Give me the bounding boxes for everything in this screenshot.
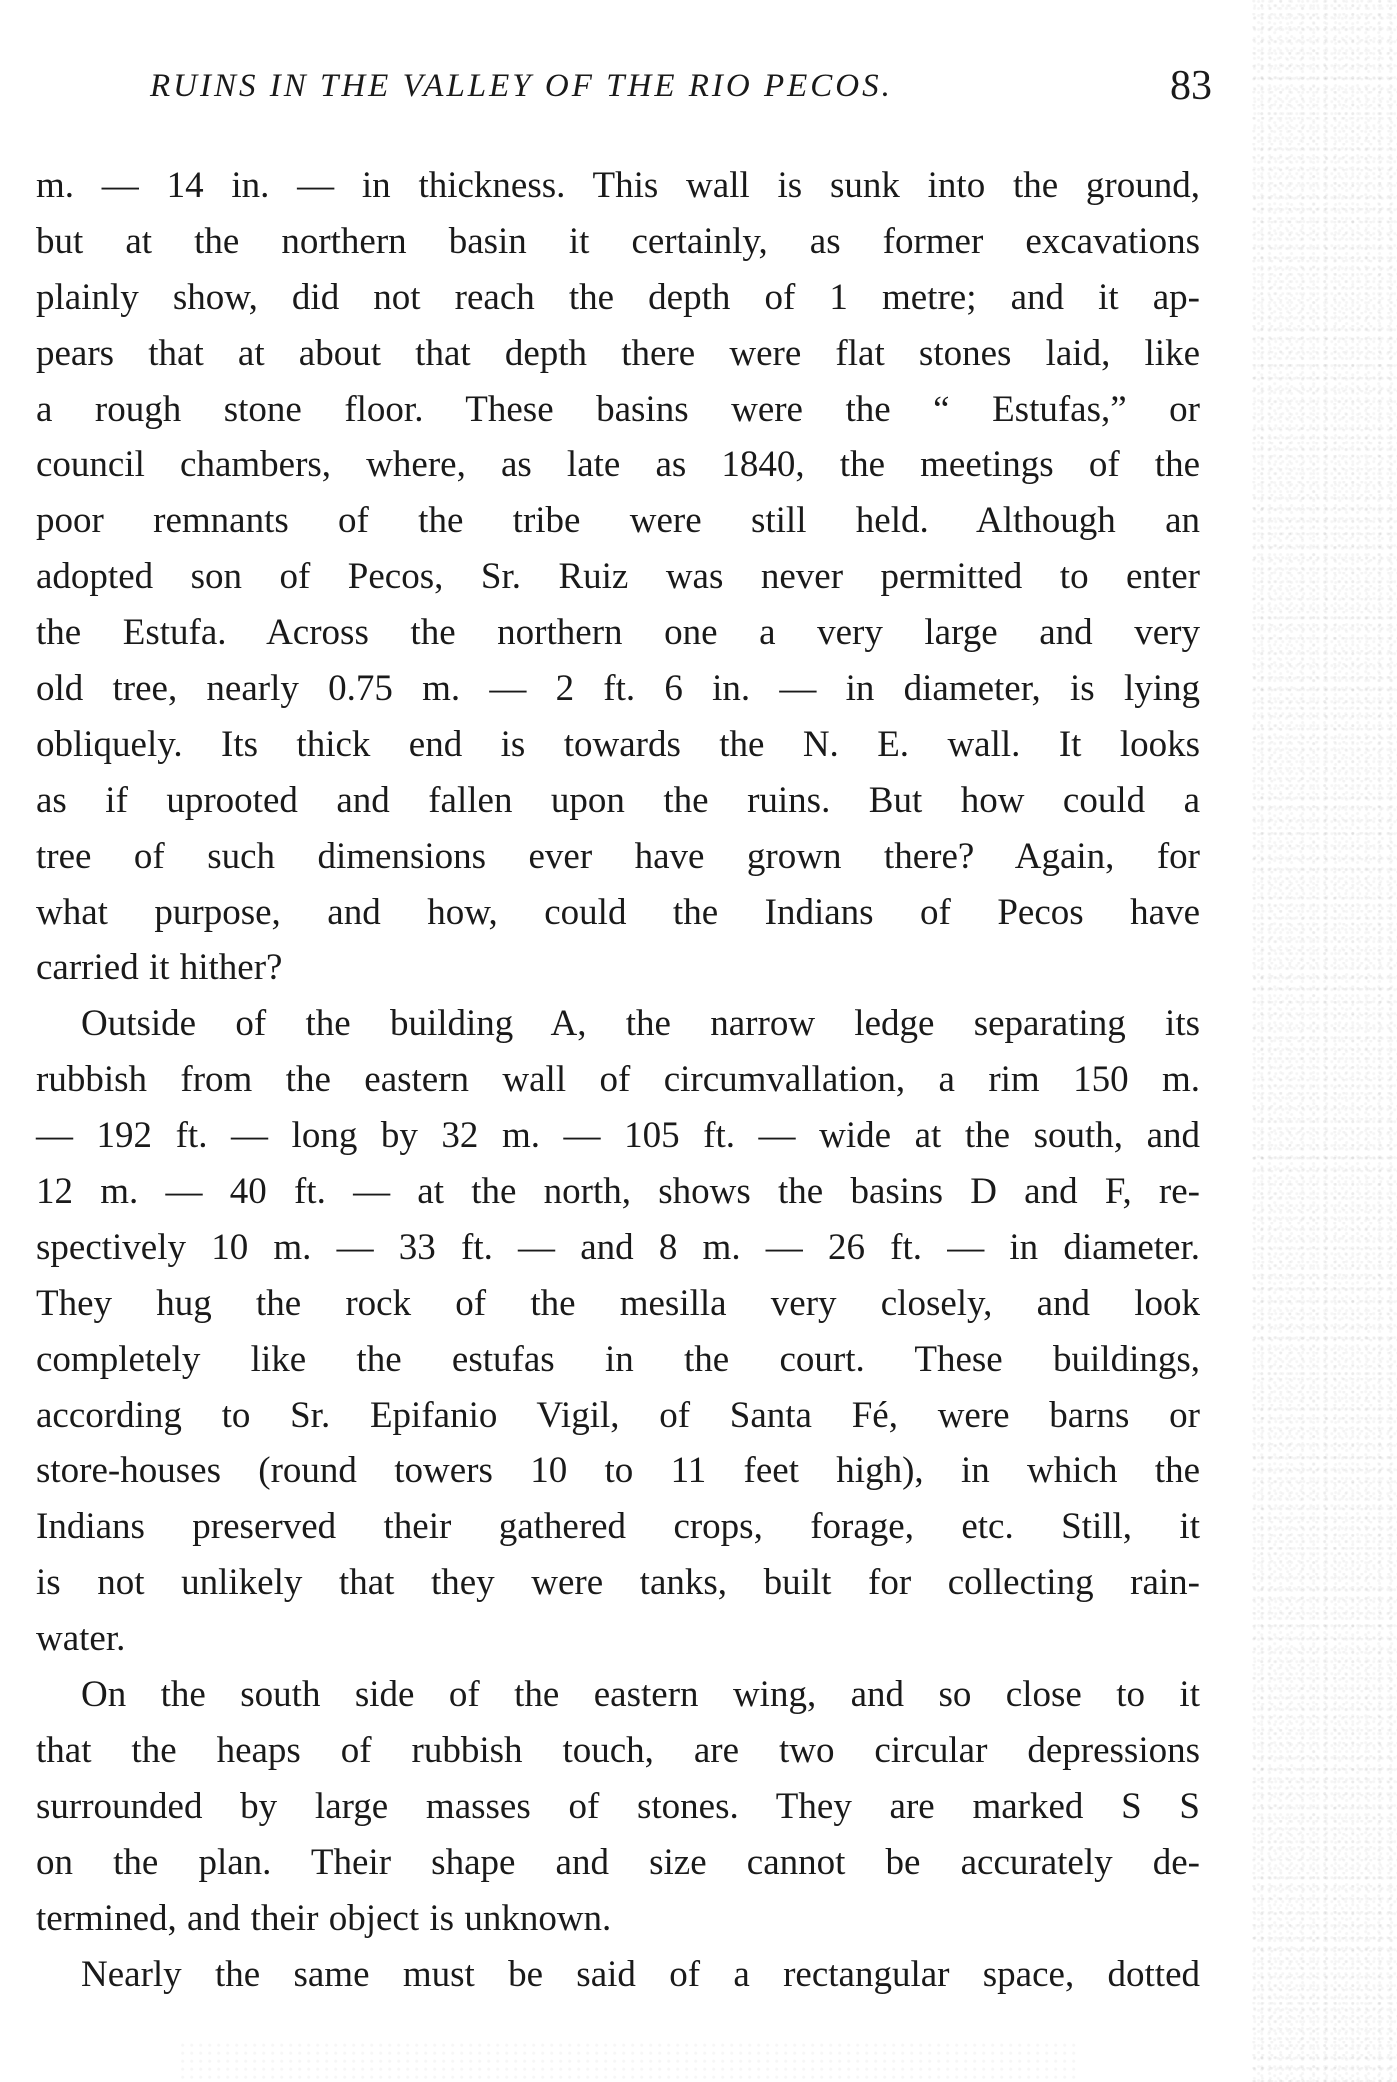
text-line: is not unlikely that they were tanks, built for collecting rain- (36, 1562, 1200, 1604)
page-number: 83 (1170, 63, 1212, 109)
text-line: council chambers, where, as late as 1840, the meetings of the (36, 444, 1200, 486)
text-line: — 192 ft. — long by 32 m. — 105 ft. — wide at the south, and (36, 1115, 1200, 1157)
text-line: poor remnants of the tribe were still held. Although an (36, 500, 1200, 542)
text-line: store-houses (round towers 10 to 11 feet high), in which the (36, 1450, 1200, 1492)
text-line: old tree, nearly 0.75 m. — 2 ft. 6 in. — in diameter, is lying (36, 668, 1200, 710)
body-text (36, 158, 1200, 2002)
text-line: what purpose, and how, could the Indians of Pecos have (36, 891, 1200, 933)
text-line: surrounded by large masses of stones. They are marked S S (36, 1785, 1200, 1827)
paragraph (36, 1947, 1200, 2003)
text-line: plainly show, did not reach the depth of 1 metre; and it ap- (36, 276, 1200, 318)
text-line: carried it hither? (36, 947, 283, 989)
text-line: spectively 10 m. — 33 ft. — and 8 m. — 26 ft. — in diameter. (36, 1226, 1200, 1268)
text-line: water. (36, 1618, 126, 1660)
paragraph (36, 1667, 1200, 1946)
paragraph (36, 996, 1200, 1667)
text-line: completely like the estufas in the court. These buildings, (36, 1338, 1200, 1380)
page-edge-texture (1252, 0, 1397, 2082)
page-bottom-texture (180, 2042, 1080, 2082)
text-line: rubbish from the eastern wall of circumvallation, a rim 150 m. (36, 1059, 1200, 1101)
page-header (150, 62, 1212, 122)
text-line: the Estufa. Across the northern one a very large and very (36, 612, 1200, 654)
text-line: pears that at about that depth there were flat stones laid, like (36, 332, 1200, 374)
running-title: RUINS IN THE VALLEY OF THE RIO PECOS. (150, 68, 893, 104)
text-line: but at the northern basin it certainly, as former excavations (36, 220, 1200, 262)
text-line: termined, and their object is unknown. (36, 1897, 612, 1939)
text-line: On the south side of the eastern wing, and so close to it (81, 1674, 1200, 1716)
text-line: 12 m. — 40 ft. — at the north, shows the basins D and F, re- (36, 1171, 1200, 1213)
text-line: obliquely. Its thick end is towards the N. E. wall. It looks (36, 723, 1200, 765)
text-line: Nearly the same must be said of a rectangular space, dotted (81, 1953, 1200, 1995)
text-line: that the heaps of rubbish touch, are two circular depressions (36, 1729, 1200, 1771)
text-line: on the plan. Their shape and size cannot be accurately de- (36, 1841, 1200, 1883)
text-line: adopted son of Pecos, Sr. Ruiz was never permitted to enter (36, 556, 1200, 598)
text-line: a rough stone floor. These basins were the “ Estufas,” or (36, 388, 1200, 430)
text-line: They hug the rock of the mesilla very closely, and look (36, 1282, 1200, 1324)
paragraph (36, 158, 1200, 996)
text-line: tree of such dimensions ever have grown there? Again, for (36, 835, 1200, 877)
text-line: as if uprooted and fallen upon the ruins. But how could a (36, 779, 1200, 821)
text-line: Indians preserved their gathered crops, forage, etc. Still, it (36, 1506, 1200, 1548)
text-line: Outside of the building A, the narrow ledge separating its (81, 1003, 1200, 1045)
text-line: m. — 14 in. — in thickness. This wall is sunk into the ground, (36, 165, 1200, 206)
text-line: according to Sr. Epifanio Vigil, of Santa Fé, were barns or (36, 1394, 1200, 1436)
